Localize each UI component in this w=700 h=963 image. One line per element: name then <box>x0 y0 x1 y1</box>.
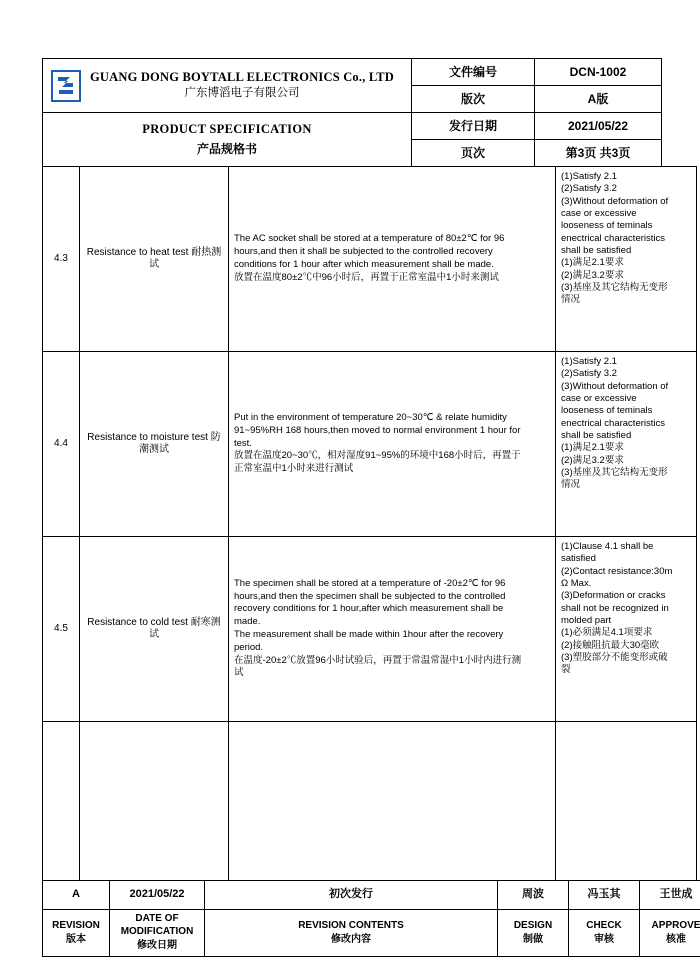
modification-date-value: 2021/05/22 <box>110 881 205 910</box>
desc-line: 在温度-20±2℃放置96小时试验后，再置于常温常湿中1小时内进行测 <box>234 654 522 666</box>
design-label-cn: 制做 <box>523 934 543 945</box>
design-label-en: DESIGN <box>513 919 553 931</box>
req-line: (3)Deformation or cracks <box>561 590 666 602</box>
revision-label-en: REVISION <box>52 919 100 931</box>
page-title-cn: 产品规格书 <box>196 141 257 156</box>
desc-line: The measurement shall be made within 1hour after the recovery <box>234 629 504 640</box>
row-description <box>229 537 556 722</box>
row-number: 4.3 <box>43 167 80 352</box>
req-line: 情况 <box>561 294 581 306</box>
req-line: (1)满足2.1要求 <box>561 442 624 454</box>
row-requirement-blank <box>556 722 697 881</box>
req-line: (2)Contact resistance:30m <box>561 565 673 577</box>
req-line: 情况 <box>561 479 581 491</box>
req-line: (3)Without deformation of <box>561 380 669 392</box>
req-line: (2)接触阻抗最大30毫欧 <box>561 639 660 651</box>
req-line: (3)基座及其它结构无变形 <box>561 282 668 294</box>
req-line: molded part <box>561 615 612 627</box>
check-label-en: CHECK <box>586 919 622 931</box>
row-requirement <box>556 167 697 352</box>
row-item-en: Resistance to moisture test <box>87 431 208 443</box>
company-name-cn: 广东博滔电子有限公司 <box>184 87 300 100</box>
req-line: enectrical characteristics <box>561 417 666 429</box>
revision-contents-label-cn: 修改内容 <box>331 934 371 945</box>
modification-date-label <box>110 910 205 957</box>
page-title: PRODUCT SPECIFICATION <box>142 122 312 137</box>
req-line: 裂 <box>561 664 571 676</box>
req-line: (2)满足3.2要求 <box>561 269 624 281</box>
row-description <box>229 167 556 352</box>
req-line: (3)塑胶部分不能变形或破 <box>561 652 668 664</box>
req-line: (1)Satisfy 2.1 <box>561 171 617 182</box>
check-label <box>569 910 640 957</box>
desc-line: The AC socket shall be stored at a temperature of 80±2℃ for 96 <box>234 233 505 245</box>
design-label <box>498 910 569 957</box>
approve-value: 王世成 <box>640 881 700 910</box>
header-row-3 <box>43 113 662 140</box>
req-line: (1)Clause 4.1 shall be <box>561 541 654 552</box>
approve-label <box>640 910 700 957</box>
desc-line: hours,and then it shall be subjected to the controlled recovery <box>234 246 493 258</box>
modification-date-label-cn: 修改日期 <box>137 940 177 952</box>
row-item-en: Resistance to cold test <box>87 616 188 628</box>
req-line: shall be satisfied <box>561 430 632 442</box>
row-item-en: Resistance to heat test <box>86 246 189 258</box>
page-number-value: 第3页 共3页 <box>535 140 662 167</box>
row-description <box>229 352 556 537</box>
doc-revision-label: 版次 <box>412 86 535 113</box>
req-line: enectrical characteristics <box>561 232 666 244</box>
req-line: satisfied <box>561 553 596 565</box>
desc-line: test. <box>234 437 252 449</box>
revision-contents-label <box>205 910 498 957</box>
desc-line: 试 <box>234 667 244 679</box>
company-block <box>43 59 412 113</box>
row-item-cn: 耐热测试 <box>149 246 222 270</box>
desc-line: The specimen shall be stored at a temperature of -20±2℃ for 96 <box>234 577 506 589</box>
req-line: (2)Satisfy 3.2 <box>561 183 617 195</box>
req-line: (1)必须满足4.1项要求 <box>561 627 653 639</box>
req-line: case or excessive <box>561 393 637 405</box>
check-value: 冯玉其 <box>569 881 640 910</box>
row-item <box>80 352 229 537</box>
check-label-cn: 审核 <box>594 934 614 945</box>
table-row <box>43 352 697 537</box>
req-line: looseness of teminals <box>561 405 653 417</box>
desc-line: period. <box>234 641 264 653</box>
req-line: case or excessive <box>561 208 637 220</box>
revision-label-cn: 版本 <box>66 934 86 945</box>
row-item-blank <box>80 722 229 881</box>
revision-value: A <box>43 881 110 910</box>
specification-table <box>42 166 697 881</box>
company-logo-icon <box>51 70 81 102</box>
approve-label-cn: 核准 <box>666 934 686 945</box>
row-requirement <box>556 352 697 537</box>
desc-line: hours,and then the specimen shall be subjected to the controlled <box>234 590 506 602</box>
req-line: shall be satisfied <box>561 245 632 257</box>
page-number-label: 页次 <box>412 140 535 167</box>
revision-values-row <box>43 881 700 910</box>
row-item <box>80 167 229 352</box>
desc-line: 91~95%RH 168 hours,then moved to normal environment 1 hour for <box>234 424 521 436</box>
revision-contents-label-en: REVISION CONTENTS <box>298 919 404 931</box>
desc-line: Put in the environment of temperature 20~30℃ & relate humidity <box>234 411 507 423</box>
design-value: 周波 <box>498 881 569 910</box>
company-name-en: GUANG DONG BOYTALL ELECTRONICS Co., LTD <box>89 70 395 85</box>
req-line: Ω Max. <box>561 578 592 590</box>
revision-labels-row <box>43 910 700 957</box>
table-row <box>43 537 697 722</box>
row-item-cn: 防潮测试 <box>139 431 221 455</box>
desc-line: 正常室温中1小时来进行测试 <box>234 463 354 475</box>
company-names <box>89 70 411 100</box>
req-line: shall not be recognized in <box>561 602 669 614</box>
row-number: 4.5 <box>43 537 80 722</box>
desc-line: recovery conditions for 1 hour,after which measurement shall be <box>234 603 504 615</box>
desc-line: 放置在温度20~30℃，相对湿度91~95%的环境中168小时后，再置于 <box>234 450 521 462</box>
req-line: looseness of teminals <box>561 220 653 232</box>
req-line: (1)满足2.1要求 <box>561 257 624 269</box>
table-row-blank <box>43 722 697 881</box>
row-description-blank <box>229 722 556 881</box>
revision-label <box>43 910 110 957</box>
row-item <box>80 537 229 722</box>
document-title-block <box>43 113 412 167</box>
document-header <box>42 58 662 167</box>
approve-label-en: APPROVE <box>651 919 700 931</box>
row-number: 4.4 <box>43 352 80 537</box>
row-number-blank <box>43 722 80 881</box>
doc-number-value: DCN-1002 <box>535 59 662 86</box>
row-requirement <box>556 537 697 722</box>
row-item-cn: 耐寒测试 <box>149 616 221 640</box>
doc-number-label: 文件编号 <box>412 59 535 86</box>
req-line: (2)满足3.2要求 <box>561 454 624 466</box>
revision-footer <box>42 880 700 957</box>
modification-date-label-en: DATE OF MODIFICATION <box>120 913 194 937</box>
desc-line: conditions for 1 hour after which measurement shall be made. <box>234 259 494 270</box>
header-row-1 <box>43 59 662 86</box>
req-line: (1)Satisfy 2.1 <box>561 356 617 367</box>
table-row <box>43 167 697 352</box>
issue-date-value: 2021/05/22 <box>535 113 662 140</box>
desc-line: made. <box>234 616 261 628</box>
doc-revision-value: A版 <box>535 86 662 113</box>
issue-date-label: 发行日期 <box>412 113 535 140</box>
revision-contents-value: 初次发行 <box>205 881 498 910</box>
req-line: (3)Without deformation of <box>561 195 669 207</box>
req-line: (3)基座及其它结构无变形 <box>561 467 668 479</box>
req-line: (2)Satisfy 3.2 <box>561 368 617 380</box>
desc-line: 放置在温度80±2℃中96小时后，再置于正常室温中1小时来测试 <box>234 271 499 283</box>
